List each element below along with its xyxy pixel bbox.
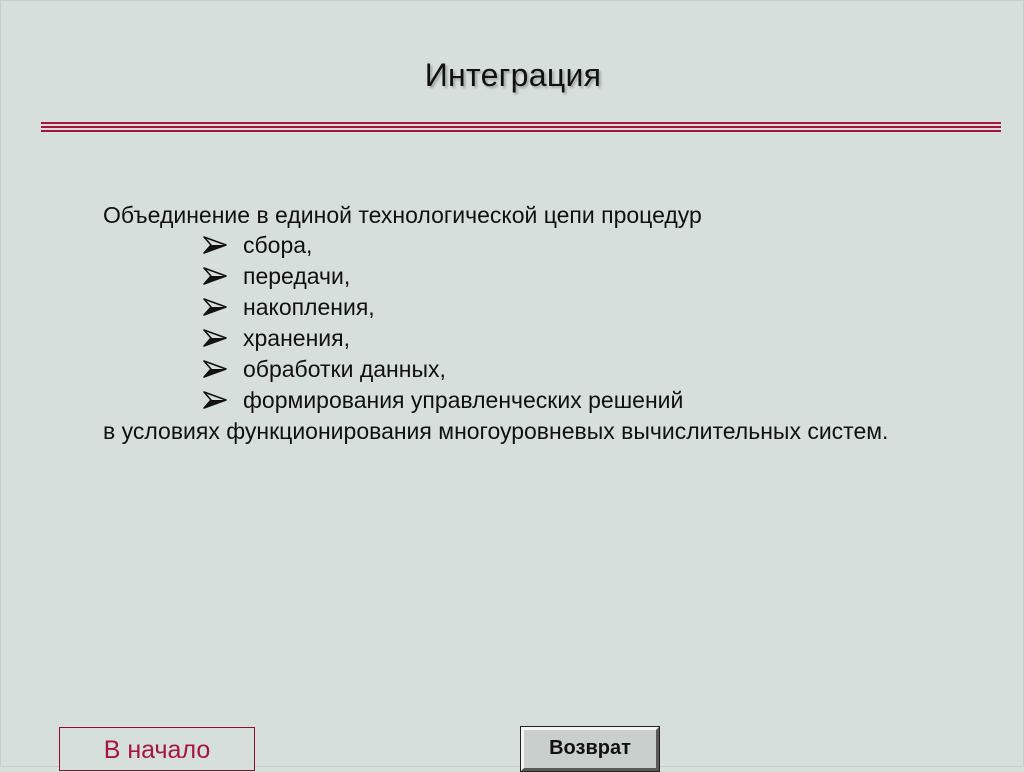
arrow-bullet-icon <box>203 391 227 409</box>
arrow-bullet-icon <box>203 267 227 285</box>
list-item-text: передачи, <box>243 263 351 289</box>
arrow-bullet-icon <box>203 360 227 378</box>
closing-text: в условиях функционирования многоуровневых вычислительных систем. <box>103 418 889 444</box>
title-divider-line <box>41 130 1001 132</box>
list-item <box>199 261 923 292</box>
list-item-text: накопления, <box>243 294 375 320</box>
back-button-label: Возврат <box>549 737 631 759</box>
title-divider-line <box>41 122 1001 124</box>
slide-title: Интеграция <box>424 57 602 93</box>
list-item <box>199 292 923 323</box>
home-button[interactable]: В начало <box>59 727 255 771</box>
list-item-text: хранения, <box>243 325 350 351</box>
arrow-bullet-icon <box>203 236 227 254</box>
list-item-text: обработки данных, <box>243 356 446 382</box>
list-item <box>199 385 923 416</box>
procedure-list <box>103 230 923 416</box>
list-item <box>199 354 923 385</box>
arrow-bullet-icon <box>203 298 227 316</box>
list-item-text: формирования управленческих решений <box>243 387 684 413</box>
back-button[interactable] <box>521 727 659 771</box>
arrow-bullet-icon <box>203 329 227 347</box>
list-item <box>199 323 923 354</box>
list-item <box>199 230 923 261</box>
intro-text: Объединение в единой технологической цепи процедур <box>103 202 702 228</box>
title-divider-line <box>41 126 1001 128</box>
slide-body <box>103 200 923 446</box>
list-item-text: сбора, <box>243 232 313 258</box>
